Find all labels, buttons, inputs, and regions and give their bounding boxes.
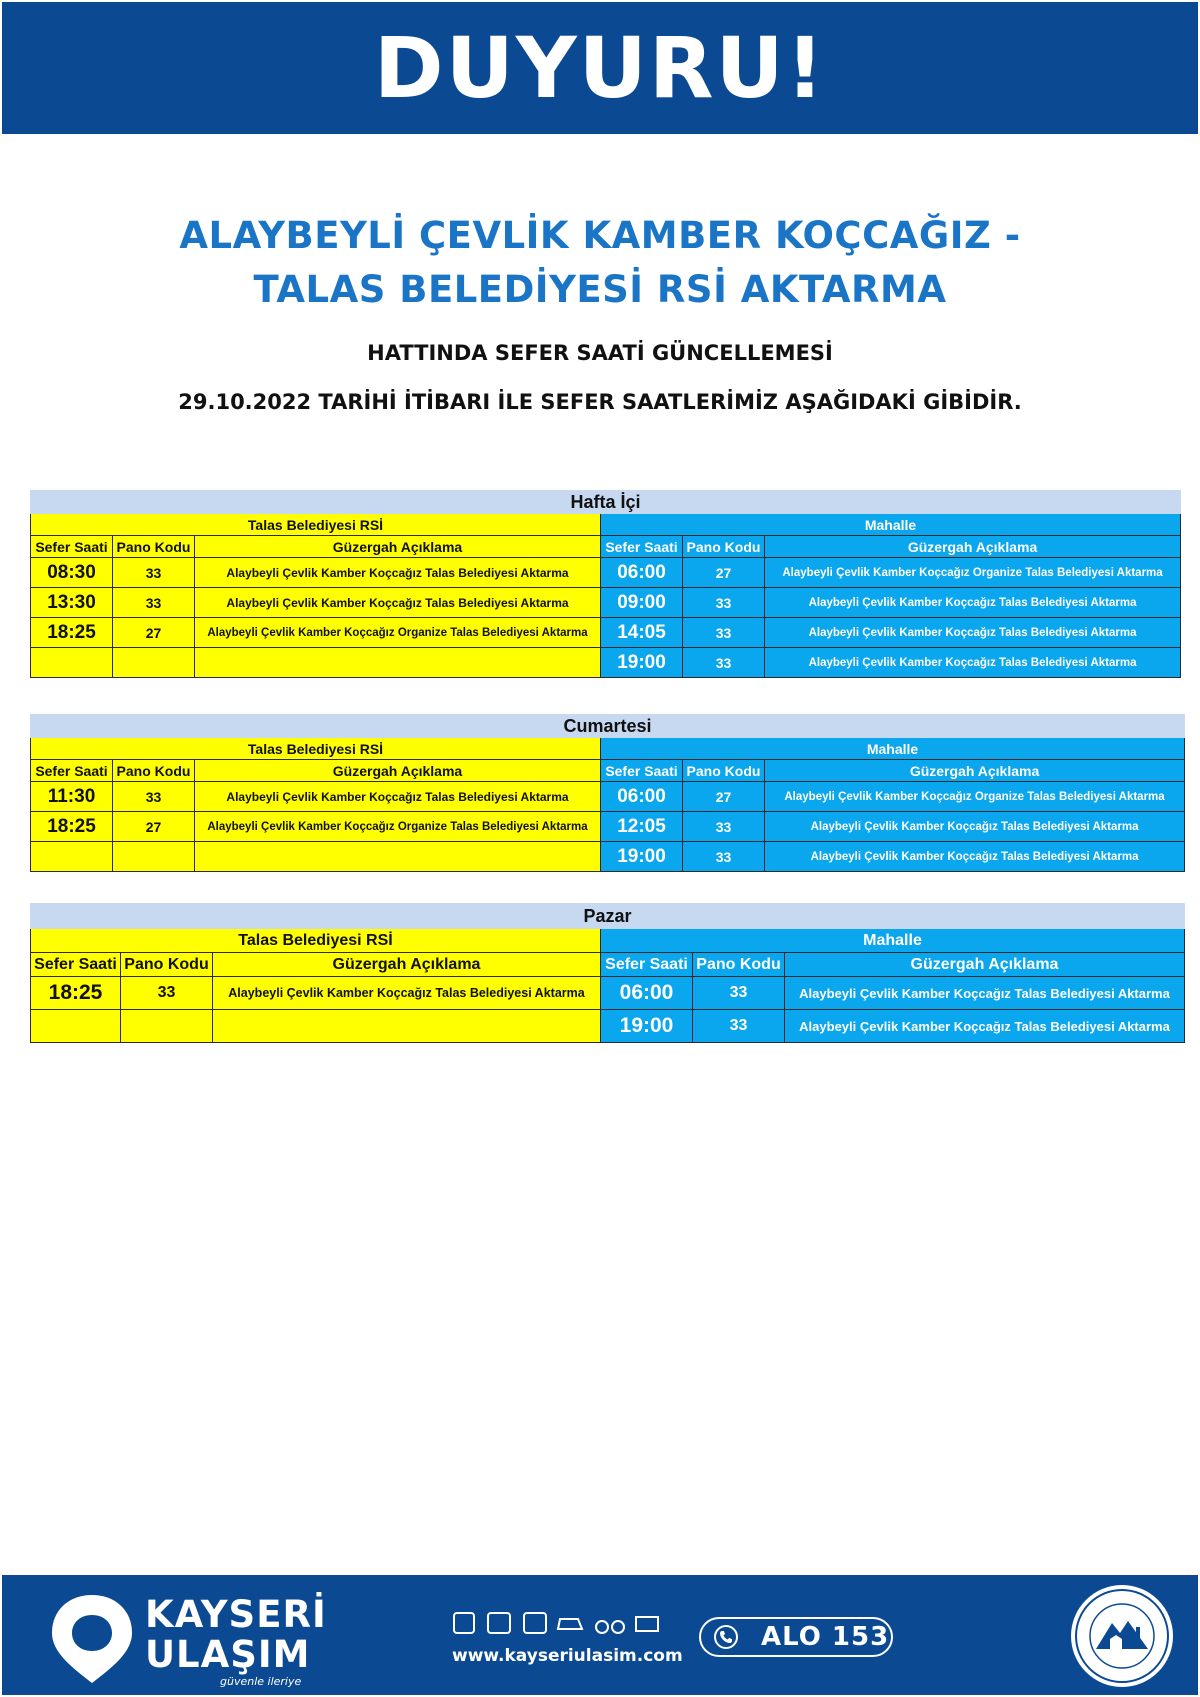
board-code: 27: [683, 782, 765, 812]
phone-icon: [713, 1624, 739, 1650]
board-code: 27: [113, 618, 195, 648]
col-header-time: Sefer Saati: [31, 953, 121, 977]
col-header-time: Sefer Saati: [31, 760, 113, 782]
col-header-code: Pano Kodu: [113, 536, 195, 558]
route-description: Alaybeyli Çevlik Kamber Koçcağız Organize Talas Belediyesi Aktarma: [195, 618, 601, 648]
left-group-header: Talas Belediyesi RSİ: [31, 738, 601, 760]
sunday-schedule: [30, 903, 1185, 1043]
left-group-header: Talas Belediyesi RSİ: [31, 514, 601, 536]
route-description: Alaybeyli Çevlik Kamber Koçcağız Talas Belediyesi Aktarma: [765, 588, 1181, 618]
table-row: [31, 842, 1185, 872]
empty-cell: [121, 1010, 213, 1043]
weekday-schedule: [30, 490, 1181, 678]
col-header-desc: Güzergah Açıklama: [195, 536, 601, 558]
board-code: 33: [693, 977, 785, 1010]
table-row: [31, 1010, 1185, 1043]
board-code: 33: [693, 1010, 785, 1043]
board-code: 33: [113, 782, 195, 812]
minibus-icon: [524, 1613, 546, 1633]
saturday-schedule: [30, 714, 1185, 872]
departure-time: 19:00: [601, 1010, 693, 1043]
route-description: Alaybeyli Çevlik Kamber Koçcağız Organize Talas Belediyesi Aktarma: [765, 782, 1185, 812]
table-row: [31, 812, 1185, 842]
brand-tagline: güvenle ileriye: [220, 1675, 302, 1688]
right-group-header: Mahalle: [601, 738, 1185, 760]
col-header-time: Sefer Saati: [601, 536, 683, 558]
table-row: [31, 618, 1181, 648]
departure-time: 06:00: [601, 558, 683, 588]
header-banner: [2, 2, 1198, 134]
empty-cell: [31, 648, 113, 678]
col-header-time: Sefer Saati: [601, 953, 693, 977]
bus-icon: [488, 1613, 510, 1633]
board-code: 33: [683, 648, 765, 678]
col-header-desc: Güzergah Açıklama: [785, 953, 1185, 977]
departure-time: 19:00: [601, 842, 683, 872]
table-row: [31, 558, 1181, 588]
board-code: 33: [683, 812, 765, 842]
hotline-badge[interactable]: [699, 1617, 893, 1657]
tram-icon: [454, 1613, 474, 1633]
card-payment-icon: [636, 1617, 658, 1631]
route-description: Alaybeyli Çevlik Kamber Koçcağız Talas Belediyesi Aktarma: [785, 977, 1185, 1010]
departure-time: 12:05: [601, 812, 683, 842]
empty-cell: [31, 1010, 121, 1043]
board-code: 33: [113, 588, 195, 618]
transport-icons: [452, 1609, 672, 1637]
col-header-desc: Güzergah Açıklama: [213, 953, 601, 977]
col-header-code: Pano Kodu: [693, 953, 785, 977]
empty-cell: [213, 1010, 601, 1043]
departure-time: 18:25: [31, 618, 113, 648]
route-description: Alaybeyli Çevlik Kamber Koçcağız Talas Belediyesi Aktarma: [765, 812, 1185, 842]
departure-time: 14:05: [601, 618, 683, 648]
header-title: DUYURU!: [373, 19, 827, 117]
board-code: 33: [683, 842, 765, 872]
brand-name: [145, 1595, 327, 1675]
departure-time: 08:30: [31, 558, 113, 588]
route-description: Alaybeyli Çevlik Kamber Koçcağız Talas Belediyesi Aktarma: [785, 1010, 1185, 1043]
route-description: Alaybeyli Çevlik Kamber Koçcağız Talas Belediyesi Aktarma: [765, 618, 1181, 648]
departure-time: 18:25: [31, 977, 121, 1010]
route-description: Alaybeyli Çevlik Kamber Koçcağız Talas Belediyesi Aktarma: [195, 782, 601, 812]
bicycle-icon: [612, 1621, 624, 1633]
route-description: Alaybeyli Çevlik Kamber Koçcağız Talas Belediyesi Aktarma: [765, 648, 1181, 678]
route-description: Alaybeyli Çevlik Kamber Koçcağız Talas Belediyesi Aktarma: [195, 558, 601, 588]
brand-line1: KAYSERİ: [145, 1593, 327, 1636]
location-pin-logo-icon: [46, 1591, 138, 1687]
board-code: 33: [113, 558, 195, 588]
col-header-code: Pano Kodu: [683, 536, 765, 558]
route-description: Alaybeyli Çevlik Kamber Koçcağız Talas Belediyesi Aktarma: [213, 977, 601, 1010]
table-row: [31, 588, 1181, 618]
route-description: Alaybeyli Çevlik Kamber Koçcağız Organize Talas Belediyesi Aktarma: [195, 812, 601, 842]
board-code: 27: [683, 558, 765, 588]
empty-cell: [195, 842, 601, 872]
departure-time: 18:25: [31, 812, 113, 842]
section-title: Cumartesi: [31, 715, 1185, 738]
notice: 29.10.2022 TARİHİ İTİBARI İLE SEFER SAATLERİMİZ AŞAĞIDAKİ GİBİDİR.: [178, 390, 1022, 414]
col-header-desc: Güzergah Açıklama: [765, 536, 1181, 558]
footer-banner: [2, 1575, 1198, 1695]
departure-time: 13:30: [31, 588, 113, 618]
section-title: Pazar: [31, 904, 1185, 929]
table-row: [31, 648, 1181, 678]
route-title-line1: ALAYBEYLİ ÇEVLİK KAMBER KOÇCAĞIZ -: [179, 214, 1021, 257]
bicycle-icon: [596, 1621, 608, 1633]
hotline-number: ALO 153: [761, 1622, 890, 1652]
col-header-time: Sefer Saati: [31, 536, 113, 558]
car-icon: [558, 1619, 582, 1629]
route-title-line2: TALAS BELEDİYESİ RSİ AKTARMA: [253, 268, 947, 311]
right-group-header: Mahalle: [601, 514, 1181, 536]
brand-line2: ULAŞIM: [145, 1633, 311, 1676]
section-title: Hafta İçi: [31, 491, 1181, 514]
col-header-code: Pano Kodu: [113, 760, 195, 782]
empty-cell: [195, 648, 601, 678]
empty-cell: [113, 842, 195, 872]
board-code: 33: [121, 977, 213, 1010]
col-header-desc: Güzergah Açıklama: [765, 760, 1185, 782]
left-group-header: Talas Belediyesi RSİ: [31, 929, 601, 953]
departure-time: 09:00: [601, 588, 683, 618]
departure-time: 11:30: [31, 782, 113, 812]
empty-cell: [113, 648, 195, 678]
table-row: [31, 977, 1185, 1010]
board-code: 33: [683, 588, 765, 618]
col-header-time: Sefer Saati: [601, 760, 683, 782]
departure-time: 06:00: [601, 977, 693, 1010]
table-row: [31, 782, 1185, 812]
subtitle: HATTINDA SEFER SAATİ GÜNCELLEMESİ: [367, 341, 833, 365]
website-link[interactable]: www.kayseriulasim.com: [452, 1646, 683, 1666]
route-description: Alaybeyli Çevlik Kamber Koçcağız Talas Belediyesi Aktarma: [195, 588, 601, 618]
col-header-code: Pano Kodu: [121, 953, 213, 977]
right-group-header: Mahalle: [601, 929, 1185, 953]
route-description: Alaybeyli Çevlik Kamber Koçcağız Talas Belediyesi Aktarma: [765, 842, 1185, 872]
route-description: Alaybeyli Çevlik Kamber Koçcağız Organize Talas Belediyesi Aktarma: [765, 558, 1181, 588]
board-code: 27: [113, 812, 195, 842]
departure-time: 19:00: [601, 648, 683, 678]
col-header-desc: Güzergah Açıklama: [195, 760, 601, 782]
empty-cell: [31, 842, 113, 872]
col-header-code: Pano Kodu: [683, 760, 765, 782]
board-code: 33: [683, 618, 765, 648]
departure-time: 06:00: [601, 782, 683, 812]
municipality-seal-icon: [1066, 1583, 1178, 1689]
